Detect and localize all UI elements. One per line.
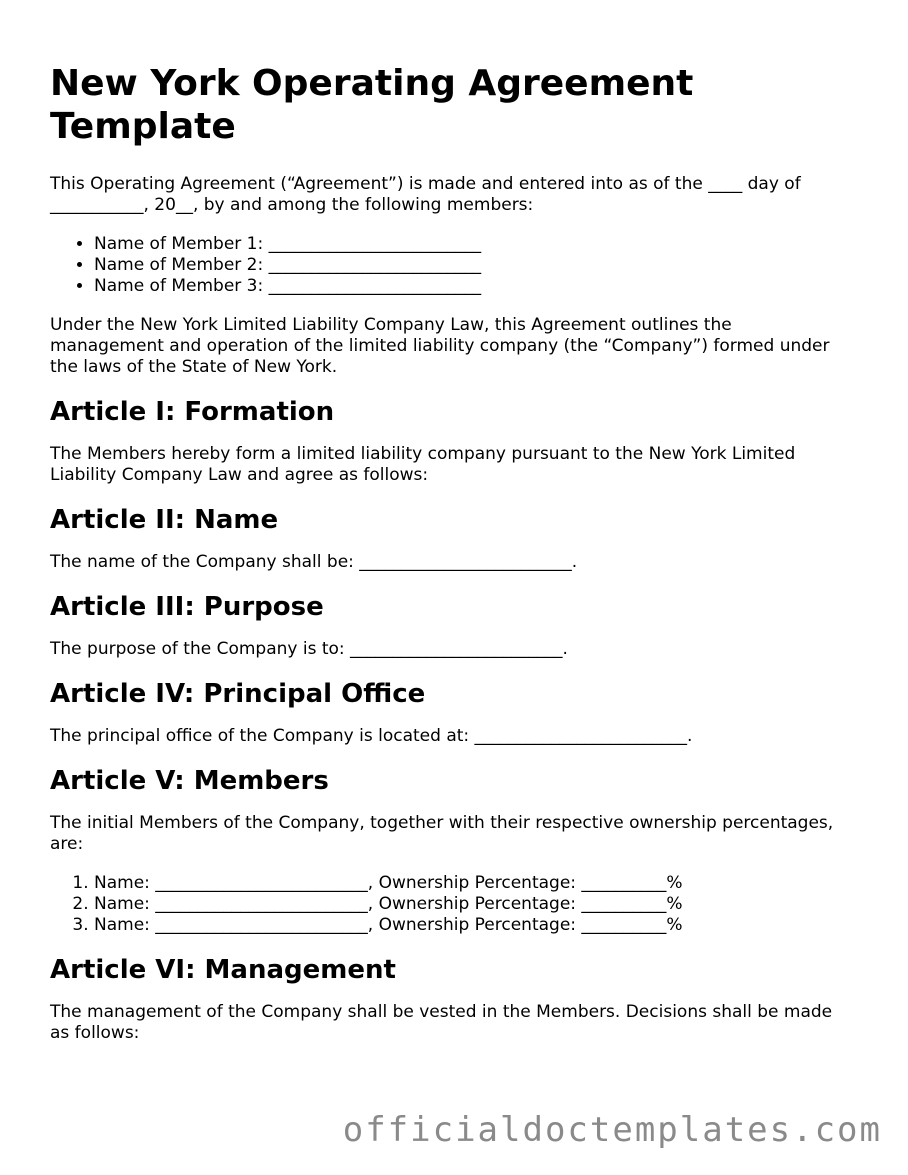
ownership-item-3: 3. Name: _________________________, Ownership Percentage: __________%: [94, 915, 850, 936]
article-name: [50, 504, 850, 573]
ownership-item-2: 2. Name: _________________________, Ownership Percentage: __________%: [94, 894, 850, 915]
member-item-3: • Name of Member 3: _________________________: [94, 276, 850, 297]
article-text: The initial Members of the Company, together with their respective ownership percentages, are:: [50, 813, 834, 854]
member-item-2: • Name of Member 2: _________________________: [94, 255, 850, 276]
watermark-text: officialdoctemplates.com: [342, 1110, 882, 1150]
article-heading: Article IV: Principal Office: [50, 679, 426, 709]
ownership-item-1: 1. Name: _________________________, Ownership Percentage: __________%: [94, 873, 850, 894]
article-text: The management of the Company shall be vested in the Members. Decisions shall be made as follows:: [50, 1002, 833, 1043]
article-heading: Article II: Name: [50, 505, 279, 535]
article-text: The Members hereby form a limited liability company pursuant to the New York Limited Liability Company Law and agree as follows:: [50, 444, 796, 485]
article-text: The name of the Company shall be: _________________________.: [50, 552, 578, 572]
article-purpose: [50, 591, 850, 660]
law-paragraph: Under the New York Limited Liability Company Law, this Agreement outlines the management and operation of the limited liability company (the “Company”) formed under the laws of the State of New York.: [50, 315, 830, 377]
article-heading: Article III: Purpose: [50, 592, 324, 622]
article-members: [50, 765, 850, 936]
intro-paragraph: This Operating Agreement (“Agreement”) is made and entered into as of the ____ day of ___________, 20__, by and among the following members:: [50, 174, 801, 215]
article-heading: Article V: Members: [50, 766, 329, 796]
article-formation: [50, 396, 850, 486]
members-list: [50, 234, 850, 297]
article-heading: Article VI: Management: [50, 955, 396, 985]
article-text: The principal office of the Company is located at: _________________________.: [50, 726, 693, 746]
member-item-1: • Name of Member 1: _________________________: [94, 234, 850, 255]
article-text: The purpose of the Company is to: _________________________.: [50, 639, 568, 659]
article-management: [50, 954, 850, 1044]
document-page: [50, 62, 850, 1062]
document-title: New York Operating Agreement Template: [50, 63, 694, 147]
article-principal-office: [50, 678, 850, 747]
article-heading: Article I: Formation: [50, 397, 335, 427]
ownership-list: [50, 873, 850, 936]
